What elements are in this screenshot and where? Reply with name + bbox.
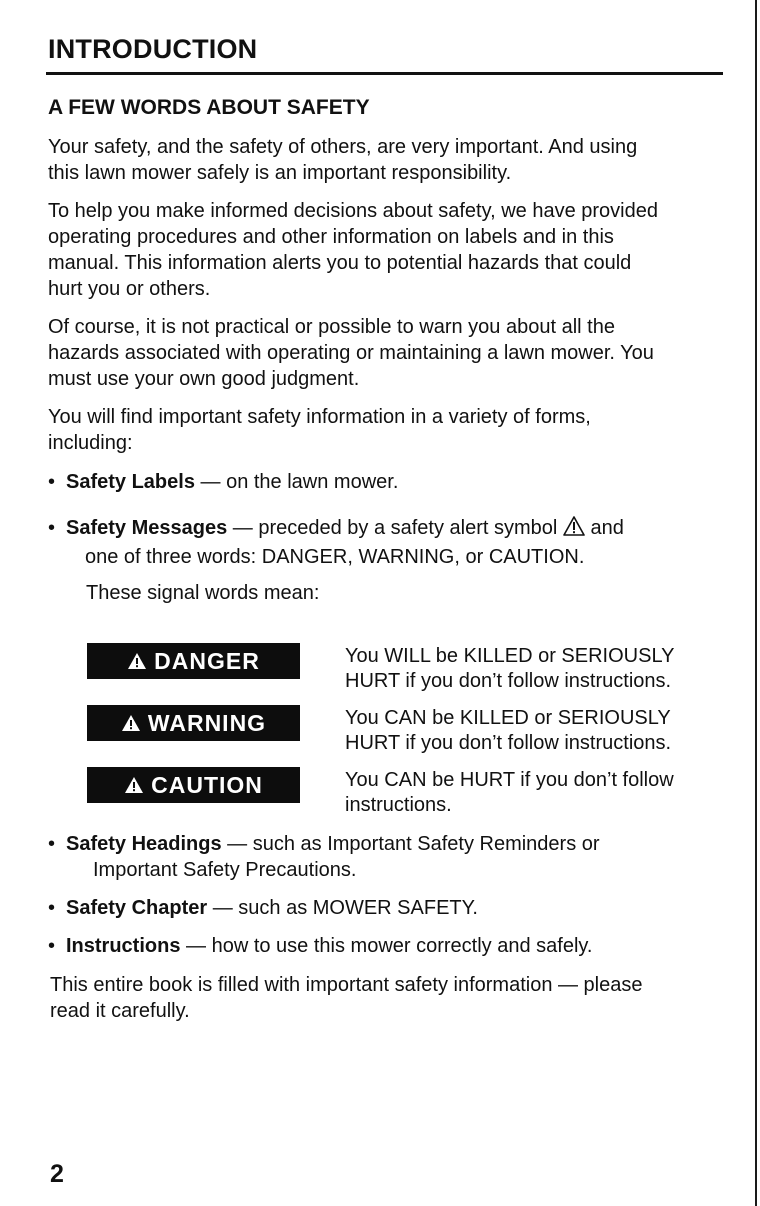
text-line: this lawn mower safely is an important responsibility. bbox=[48, 162, 512, 184]
bullet-term: Instructions bbox=[66, 935, 181, 957]
bullet-dot: • bbox=[48, 935, 56, 957]
text-line: This entire book is filled with important safety information — please bbox=[50, 974, 643, 996]
text-line: You CAN be HURT if you don’t follow bbox=[345, 769, 674, 791]
bullet-safety-messages bbox=[48, 515, 728, 570]
warning-signal-box bbox=[87, 705, 300, 741]
intro-paragraph-3 bbox=[48, 314, 720, 392]
bullet-term: Safety Messages bbox=[66, 517, 228, 539]
intro-paragraph-2 bbox=[48, 198, 720, 302]
bullet-term: Safety Chapter bbox=[66, 897, 208, 919]
bullet-safety-headings bbox=[48, 831, 728, 883]
bullet-text: — on the lawn mower. bbox=[194, 471, 399, 493]
warning-triangle-icon bbox=[127, 652, 147, 670]
bullet-dot: • bbox=[48, 471, 56, 493]
text-line: read it carefully. bbox=[50, 1000, 190, 1022]
bullet-term: Safety Labels bbox=[66, 471, 195, 493]
header-divider bbox=[46, 72, 723, 75]
warning-triangle-icon bbox=[121, 714, 141, 732]
page-number: 2 bbox=[50, 1160, 64, 1188]
bullet-instructions bbox=[48, 933, 728, 959]
bullet-text: — preceded by a safety alert symbol bbox=[227, 517, 563, 539]
text-line: Of course, it is not practical or possible to warn you about all the bbox=[48, 316, 615, 338]
warning-triangle-icon bbox=[563, 515, 585, 544]
bullet-safety-chapter bbox=[48, 895, 728, 921]
danger-label: DANGER bbox=[154, 647, 260, 674]
text-line: hazards associated with operating or maintaining a lawn mower. You bbox=[48, 342, 654, 364]
text-line: hurt you or others. bbox=[48, 278, 211, 300]
bullet-continuation: Important Safety Precautions. bbox=[93, 859, 357, 881]
text-line: You WILL be KILLED or SERIOUSLY bbox=[345, 645, 675, 667]
closing-paragraph bbox=[50, 972, 722, 1024]
bullet-dot: • bbox=[48, 897, 56, 919]
intro-paragraph-1 bbox=[48, 134, 720, 186]
text-line: You CAN be KILLED or SERIOUSLY bbox=[345, 707, 671, 729]
bullet-text: and bbox=[584, 517, 624, 539]
bullet-text: — how to use this mower correctly and safely. bbox=[180, 935, 593, 957]
text-line: must use your own good judgment. bbox=[48, 368, 360, 390]
text-line: operating procedures and other information on labels and in this bbox=[48, 226, 614, 248]
text-line: manual. This information alerts you to potential hazards that could bbox=[48, 252, 632, 274]
bullet-text: — such as MOWER SAFETY. bbox=[207, 897, 478, 919]
section-title: A FEW WORDS ABOUT SAFETY bbox=[48, 96, 370, 119]
warning-label: WARNING bbox=[147, 709, 267, 736]
page-title: INTRODUCTION bbox=[48, 34, 258, 64]
intro-paragraph-4 bbox=[48, 404, 720, 456]
page-edge-line bbox=[755, 0, 757, 1206]
caution-label: CAUTION bbox=[151, 771, 263, 798]
bullet-dot: • bbox=[48, 833, 56, 855]
text-line: including: bbox=[48, 432, 133, 454]
warning-triangle-icon bbox=[124, 776, 144, 794]
bullet-dot: • bbox=[48, 517, 56, 539]
bullet-continuation: one of three words: DANGER, WARNING, or CAUTION. bbox=[85, 546, 585, 568]
signal-words-intro: These signal words mean: bbox=[86, 582, 320, 604]
text-line: Your safety, and the safety of others, are very important. And using bbox=[48, 136, 638, 158]
text-line: HURT if you don’t follow instructions. bbox=[345, 732, 672, 754]
bullet-text: — such as Important Safety Reminders or bbox=[221, 833, 600, 855]
bullet-safety-labels bbox=[48, 469, 728, 495]
text-line: You will find important safety information in a variety of forms, bbox=[48, 406, 591, 428]
text-line: HURT if you don’t follow instructions. bbox=[345, 670, 672, 692]
warning-description bbox=[345, 706, 715, 756]
danger-signal-box bbox=[87, 643, 300, 679]
caution-description bbox=[345, 768, 715, 818]
text-line: instructions. bbox=[345, 794, 452, 816]
caution-signal-box bbox=[87, 767, 300, 803]
bullet-term: Safety Headings bbox=[66, 833, 222, 855]
danger-description bbox=[345, 644, 715, 694]
text-line: To help you make informed decisions about safety, we have provided bbox=[48, 200, 658, 222]
